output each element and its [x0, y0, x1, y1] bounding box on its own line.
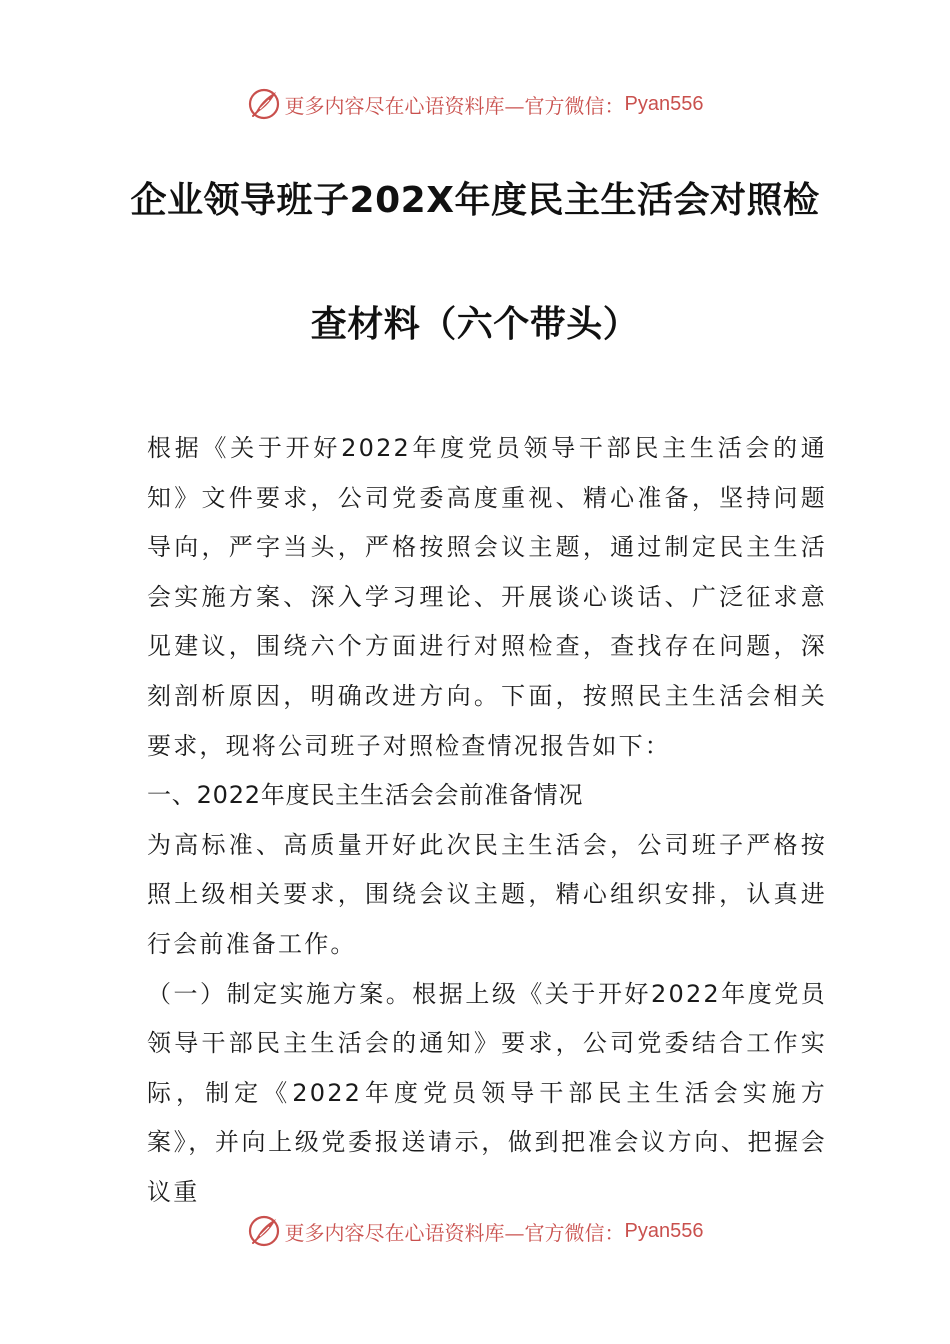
watermark-wechat-id: Pyan556	[624, 92, 704, 115]
watermark-banner-bottom	[0, 1211, 950, 1251]
watermark-banner-top	[0, 84, 950, 124]
feather-pen-logo-icon	[247, 87, 281, 121]
document-body	[147, 424, 827, 1218]
paragraph-intro: 根据《关于开好2022年度党员领导干部民主生活会的通知》文件要求，公司党委高度重视、精心准备，坚持问题导向，严字当头，严格按照会议主题，通过制定民主生活会实施方案、深入学习理论、开展谈心谈话、广泛征求意见建议，围绕六个方面进行对照检查，查找存在问题，深刻剖析原因，明确改进方向。下面，按照民主生活会相关要求，现将公司班子对照检查情况报告如下：	[147, 434, 827, 760]
document-title-line-1: 企业领导班子202X年度民主生活会对照检	[130, 180, 820, 221]
feather-pen-logo-icon	[247, 1214, 281, 1248]
watermark-wechat-id: Pyan556	[624, 1219, 704, 1242]
watermark-text: 更多内容尽在心语资料库—官方微信：	[284, 1220, 625, 1245]
paragraph-implementation-plan: （一）制定实施方案。根据上级《关于开好2022年度党员领导干部民主生活会的通知》要求，公司党委结合工作实际，制定《2022年度党员领导干部民主生活会实施方案》，并向上级党委报送请示，做到把准会议方向、把握会议重	[147, 979, 827, 1206]
document-title-line-2: 查材料（六个带头）	[310, 304, 640, 345]
watermark-text: 更多内容尽在心语资料库—官方微信：	[284, 93, 625, 118]
section-heading-1: 一、2022年度民主生活会会前准备情况	[147, 781, 584, 810]
paragraph-preparation: 为高标准、高质量开好此次民主生活会，公司班子严格按照上级相关要求，围绕会议主题，精心组织安排，认真进行会前准备工作。	[147, 830, 827, 958]
